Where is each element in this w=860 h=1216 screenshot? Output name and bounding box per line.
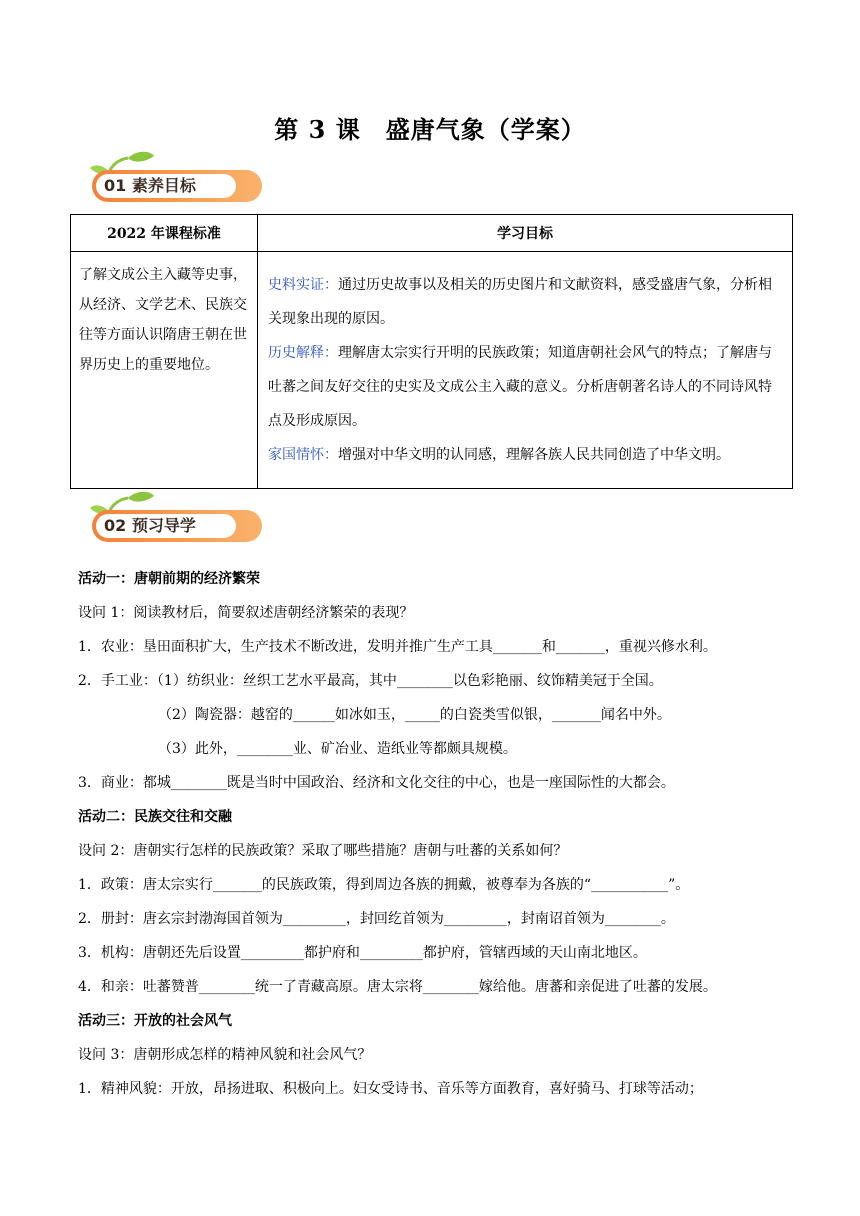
text-line: 4．和亲：吐蕃赞普________统一了青藏高原。唐太宗将________嫁给他。唐蕃和亲促进了吐蕃的发展。 bbox=[78, 979, 717, 995]
curriculum-standard-cell: 了解文成公主入藏等史事，从经济、文学艺术、民族交往等方面认识隋唐王朝在世界历史上的重要地位。 bbox=[71, 252, 258, 489]
section-badge-goals bbox=[78, 150, 268, 210]
activity-heading: 活动一：唐朝前期的经济繁荣 bbox=[78, 571, 260, 587]
text-line: 2．手工业：（1）纺织业：丝织工艺水平最高，其中________以色彩艳丽、纹饰精美冠于全国。 bbox=[78, 673, 663, 689]
objective-item bbox=[268, 268, 782, 336]
objective-item bbox=[268, 336, 782, 438]
preview-content bbox=[78, 562, 798, 1106]
text-line: 设问 2：唐朝实行怎样的民族政策？采取了哪些措施？唐朝与吐蕃的关系如何？ bbox=[78, 843, 568, 859]
text-line: （2）陶瓷器：越窑的______如冰如玉，_____的白瓷类雪似银，_______闻名中外。 bbox=[158, 707, 671, 723]
text-line: 1．精神风貌：开放，昂扬进取、积极向上。妇女受诗书、音乐等方面教育，喜好骑马、打球等活动； bbox=[78, 1081, 703, 1097]
text-line: 设问 1：阅读教材后，简要叙述唐朝经济繁荣的表现？ bbox=[78, 605, 414, 621]
objective-text: 通过历史故事以及相关的历史图片和文献资料，感受盛唐气象，分析相关现象出现的原因。 bbox=[268, 277, 772, 327]
text-line: 设问 3：唐朝形成怎样的精神风貌和社会风气？ bbox=[78, 1047, 372, 1063]
text-line: 3．机构：唐朝还先后设置_________都护府和_________都护府，管辖西域的天山南北地区。 bbox=[78, 945, 647, 961]
goals-table bbox=[70, 214, 793, 489]
activity-heading: 活动三：开放的社会风气 bbox=[78, 1013, 232, 1029]
objective-item bbox=[268, 438, 782, 472]
objective-label: 家国情怀： bbox=[268, 447, 338, 463]
objective-text: 增强对中华文明的认同感，理解各族人民共同创造了中华文明。 bbox=[338, 447, 730, 463]
activity-heading: 活动二：民族交往和交融 bbox=[78, 809, 232, 825]
section-badge-preview bbox=[78, 490, 268, 550]
objective-text: 理解唐太宗实行开明的民族政策；知道唐朝社会风气的特点；了解唐与吐蕃之间友好交往的史实及文成公主入藏的意义。分析唐朝著名诗人的不同诗风特点及形成原因。 bbox=[268, 345, 772, 429]
objectives-cell bbox=[258, 252, 793, 489]
text-line: 1．农业：垦田面积扩大，生产技术不断改进，发明并推广生产工具_______和_______，重视兴修水利。 bbox=[78, 639, 717, 655]
table-header-objectives: 学习目标 bbox=[258, 215, 793, 252]
text-line: 2．册封：唐玄宗封渤海国首领为_________，封回纥首领为_________，封南诏首领为________。 bbox=[78, 911, 675, 927]
objective-label: 历史解释： bbox=[268, 345, 338, 361]
text-line: 3．商业：都城________既是当时中国政治、经济和文化交往的中心，也是一座国际性的大都会。 bbox=[78, 775, 675, 791]
section-label: 01 素养目标 bbox=[104, 176, 196, 195]
section-label: 02 预习导学 bbox=[104, 516, 196, 535]
text-line: （3）此外，________业、矿冶业、造纸业等都颇具规模。 bbox=[158, 741, 517, 757]
table-header-standard: 2022 年课程标准 bbox=[71, 215, 258, 252]
text-line: 1．政策：唐太宗实行_______的民族政策，得到周边各族的拥戴，被尊奉为各族的“___________”。 bbox=[78, 877, 690, 893]
objective-label: 史料实证： bbox=[268, 277, 338, 293]
page-title: 第 3 课 盛唐气象（学案） bbox=[274, 115, 586, 144]
